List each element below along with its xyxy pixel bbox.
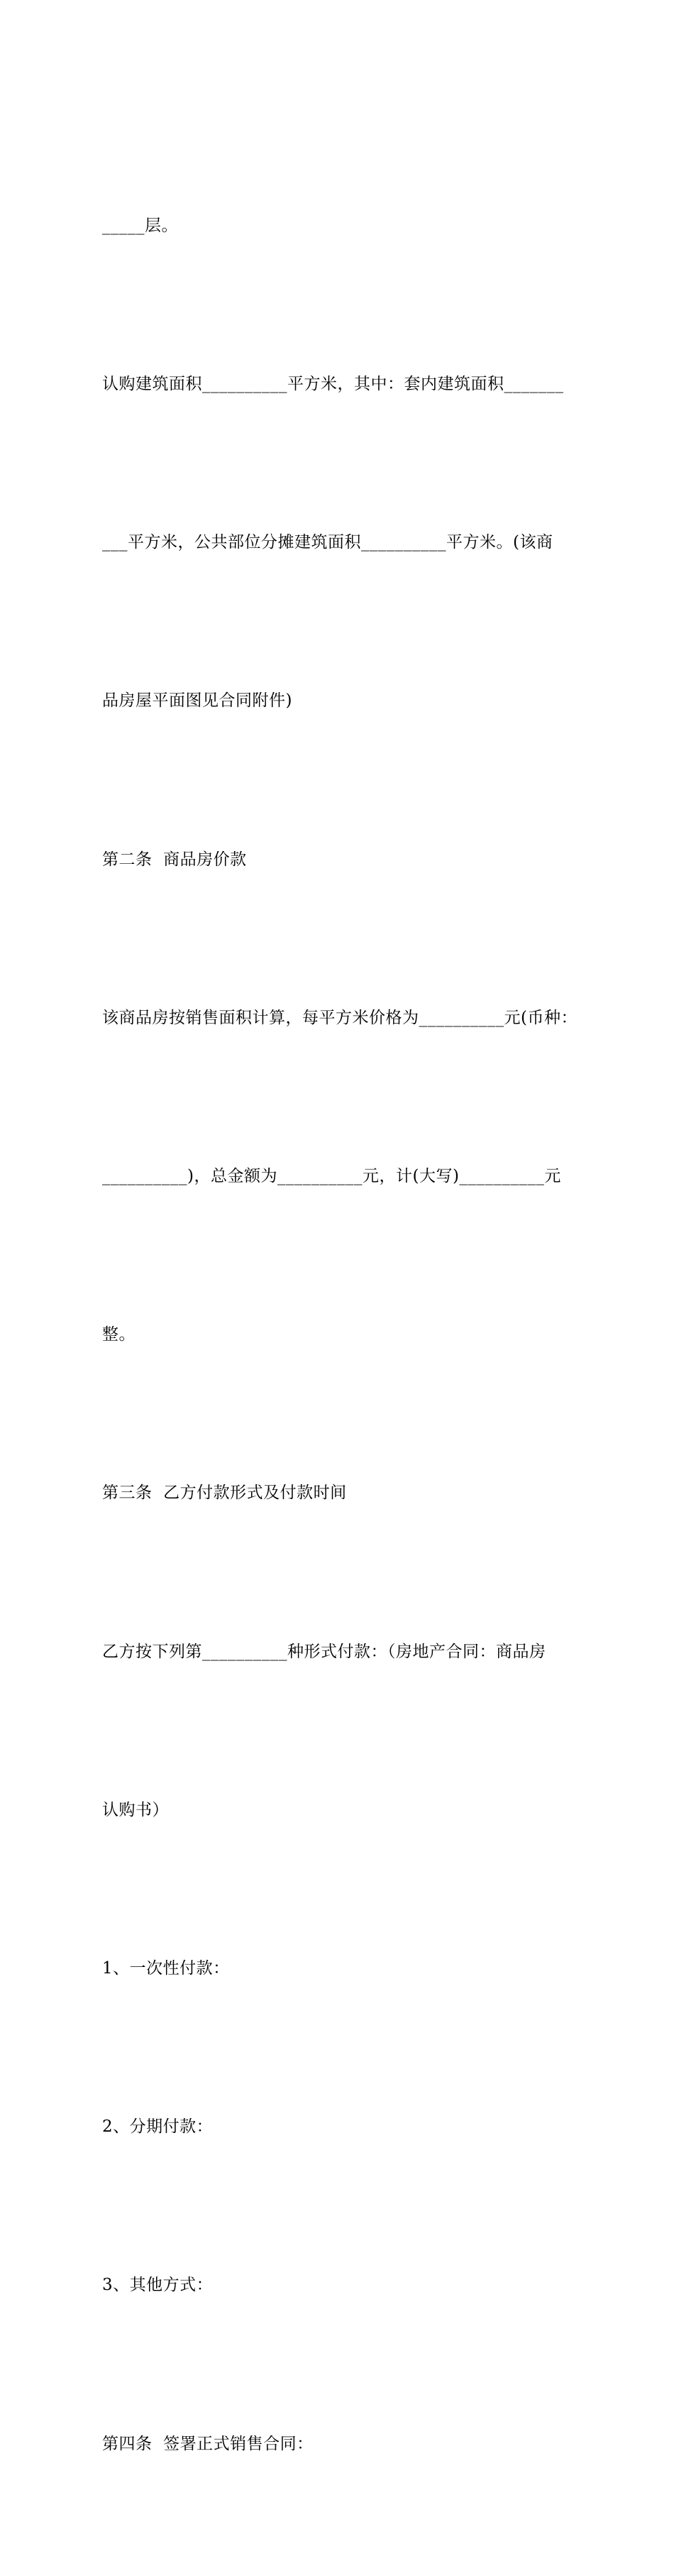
section-heading-article-4: 第四条 签署正式销售合同： <box>102 2434 314 2453</box>
list-item-one-time-payment: 1、一次性付款： <box>102 1959 230 1978</box>
text-line-area-1: 认购建筑面积__________平方米，其中：套内建筑面积_______ <box>102 375 564 394</box>
list-item-other-payment: 3、其他方式： <box>102 2276 214 2295</box>
section-heading-article-3: 第三条 乙方付款形式及付款时间 <box>102 1484 347 1503</box>
text-line-payment-1: 乙方按下列第__________种形式付款：（房地产合同：商品房 <box>102 1642 546 1661</box>
text-line-price-2: __________)，总金额为__________元，计(大写)__________元 <box>102 1167 561 1186</box>
text-line-area-2: ___平方米，公共部位分摊建筑面积__________平方米。(该商 <box>102 533 553 552</box>
text-line-price-1: 该商品房按销售面积计算，每平方米价格为__________元(币种： <box>102 1008 578 1027</box>
text-line-area-3: 品房屋平面图见合同附件) <box>102 691 292 711</box>
document-body <box>102 94 578 2576</box>
text-line-floor: _____层。 <box>102 216 178 235</box>
section-heading-article-2: 第二条 商品房价款 <box>102 850 247 869</box>
text-line-price-3: 整。 <box>102 1325 136 1344</box>
text-line-payment-2: 认购书） <box>102 1800 169 1819</box>
list-item-installment-payment: 2、分期付款： <box>102 2117 214 2137</box>
